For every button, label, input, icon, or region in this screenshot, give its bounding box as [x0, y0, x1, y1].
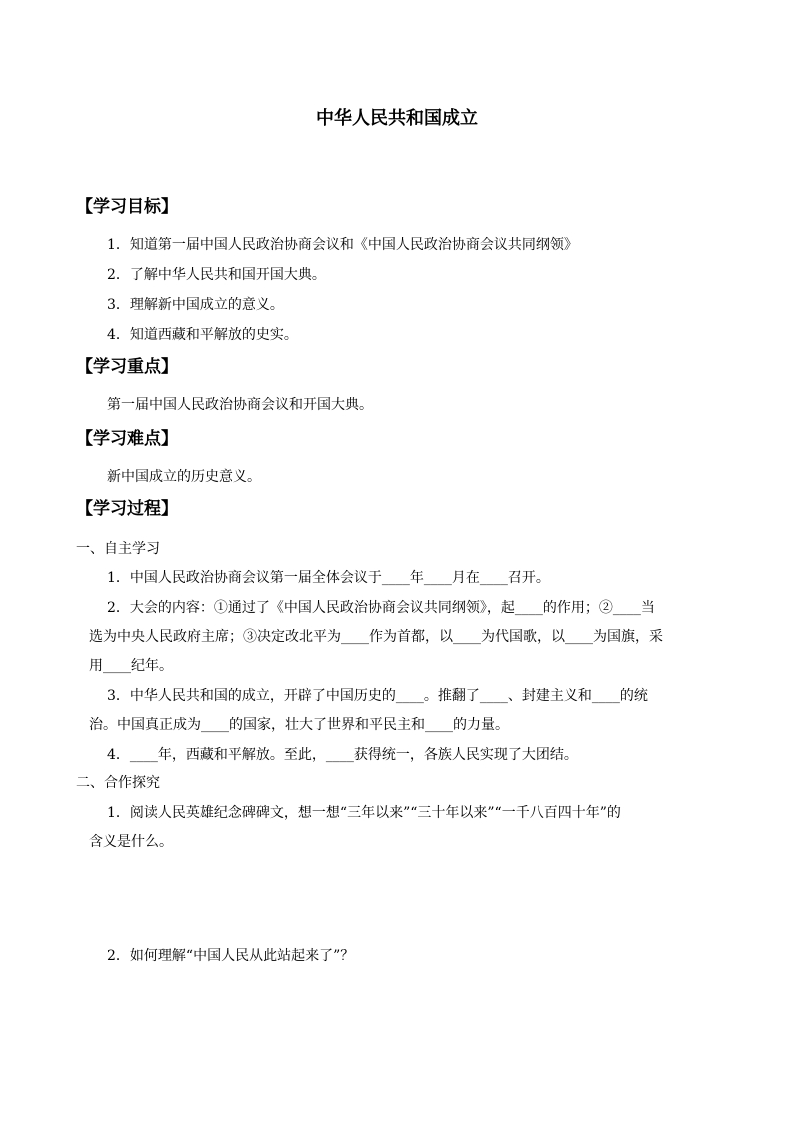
section-self-study-title: 一、自主学习 [76, 541, 160, 557]
inquiry-question-2: 2．如何理解“中国人民从此站起来了”？ [107, 948, 355, 964]
goal-item-2: 2．了解中华人民共和国开国大典。 [107, 267, 326, 283]
self-study-question-3-line-1: 3．中华人民共和国的成立，开辟了中国历史的____。推翻了____、封建主义和____的统 [107, 688, 648, 704]
self-study-question-2-line-2: 选为中央人民政府主席；③决定改北平为____作为首都，以____为代国歌，以____为国旗，采 [89, 629, 663, 645]
self-study-question-3-line-2: 治。中国真正成为____的国家，壮大了世界和平民主和____的力量。 [89, 717, 509, 733]
goal-item-3: 3．理解新中国成立的意义。 [107, 297, 284, 313]
self-study-question-1: 1．中国人民政治协商会议第一届全体会议于____年____月在____召开。 [107, 570, 550, 586]
self-study-question-2-line-1: 2．大会的内容：①通过了《中国人民政治协商会议共同纲领》，起____的作用；②____当 [107, 600, 655, 616]
heading-learning-goals: 【学习目标】 [76, 197, 178, 217]
page-title: 中华人民共和国成立 [316, 108, 478, 129]
heading-difficult-points: 【学习难点】 [76, 429, 178, 449]
self-study-question-4: 4．____年，西藏和平解放。至此，____获得统一，各族人民实现了大团结。 [107, 747, 578, 763]
difficult-points-text: 新中国成立的历史意义。 [107, 469, 261, 485]
heading-key-points: 【学习重点】 [76, 357, 178, 377]
heading-learning-process: 【学习过程】 [76, 499, 178, 519]
self-study-question-2-line-3: 用____纪年。 [89, 658, 173, 674]
key-points-text: 第一届中国人民政治协商会议和开国大典。 [107, 397, 373, 413]
goal-item-1: 1．知道第一届中国人民政治协商会议和《中国人民政治协商会议共同纲领》 [107, 237, 578, 253]
inquiry-question-1-line-1: 1．阅读人民英雄纪念碑碑文，想一想“三年以来”“三十年以来”“一千八百四十年”的 [107, 805, 621, 821]
inquiry-question-1-line-2: 含义是什么。 [89, 834, 173, 850]
section-cooperative-inquiry-title: 二、合作探究 [76, 775, 160, 791]
goal-item-4: 4．知道西藏和平解放的史实。 [107, 327, 298, 343]
